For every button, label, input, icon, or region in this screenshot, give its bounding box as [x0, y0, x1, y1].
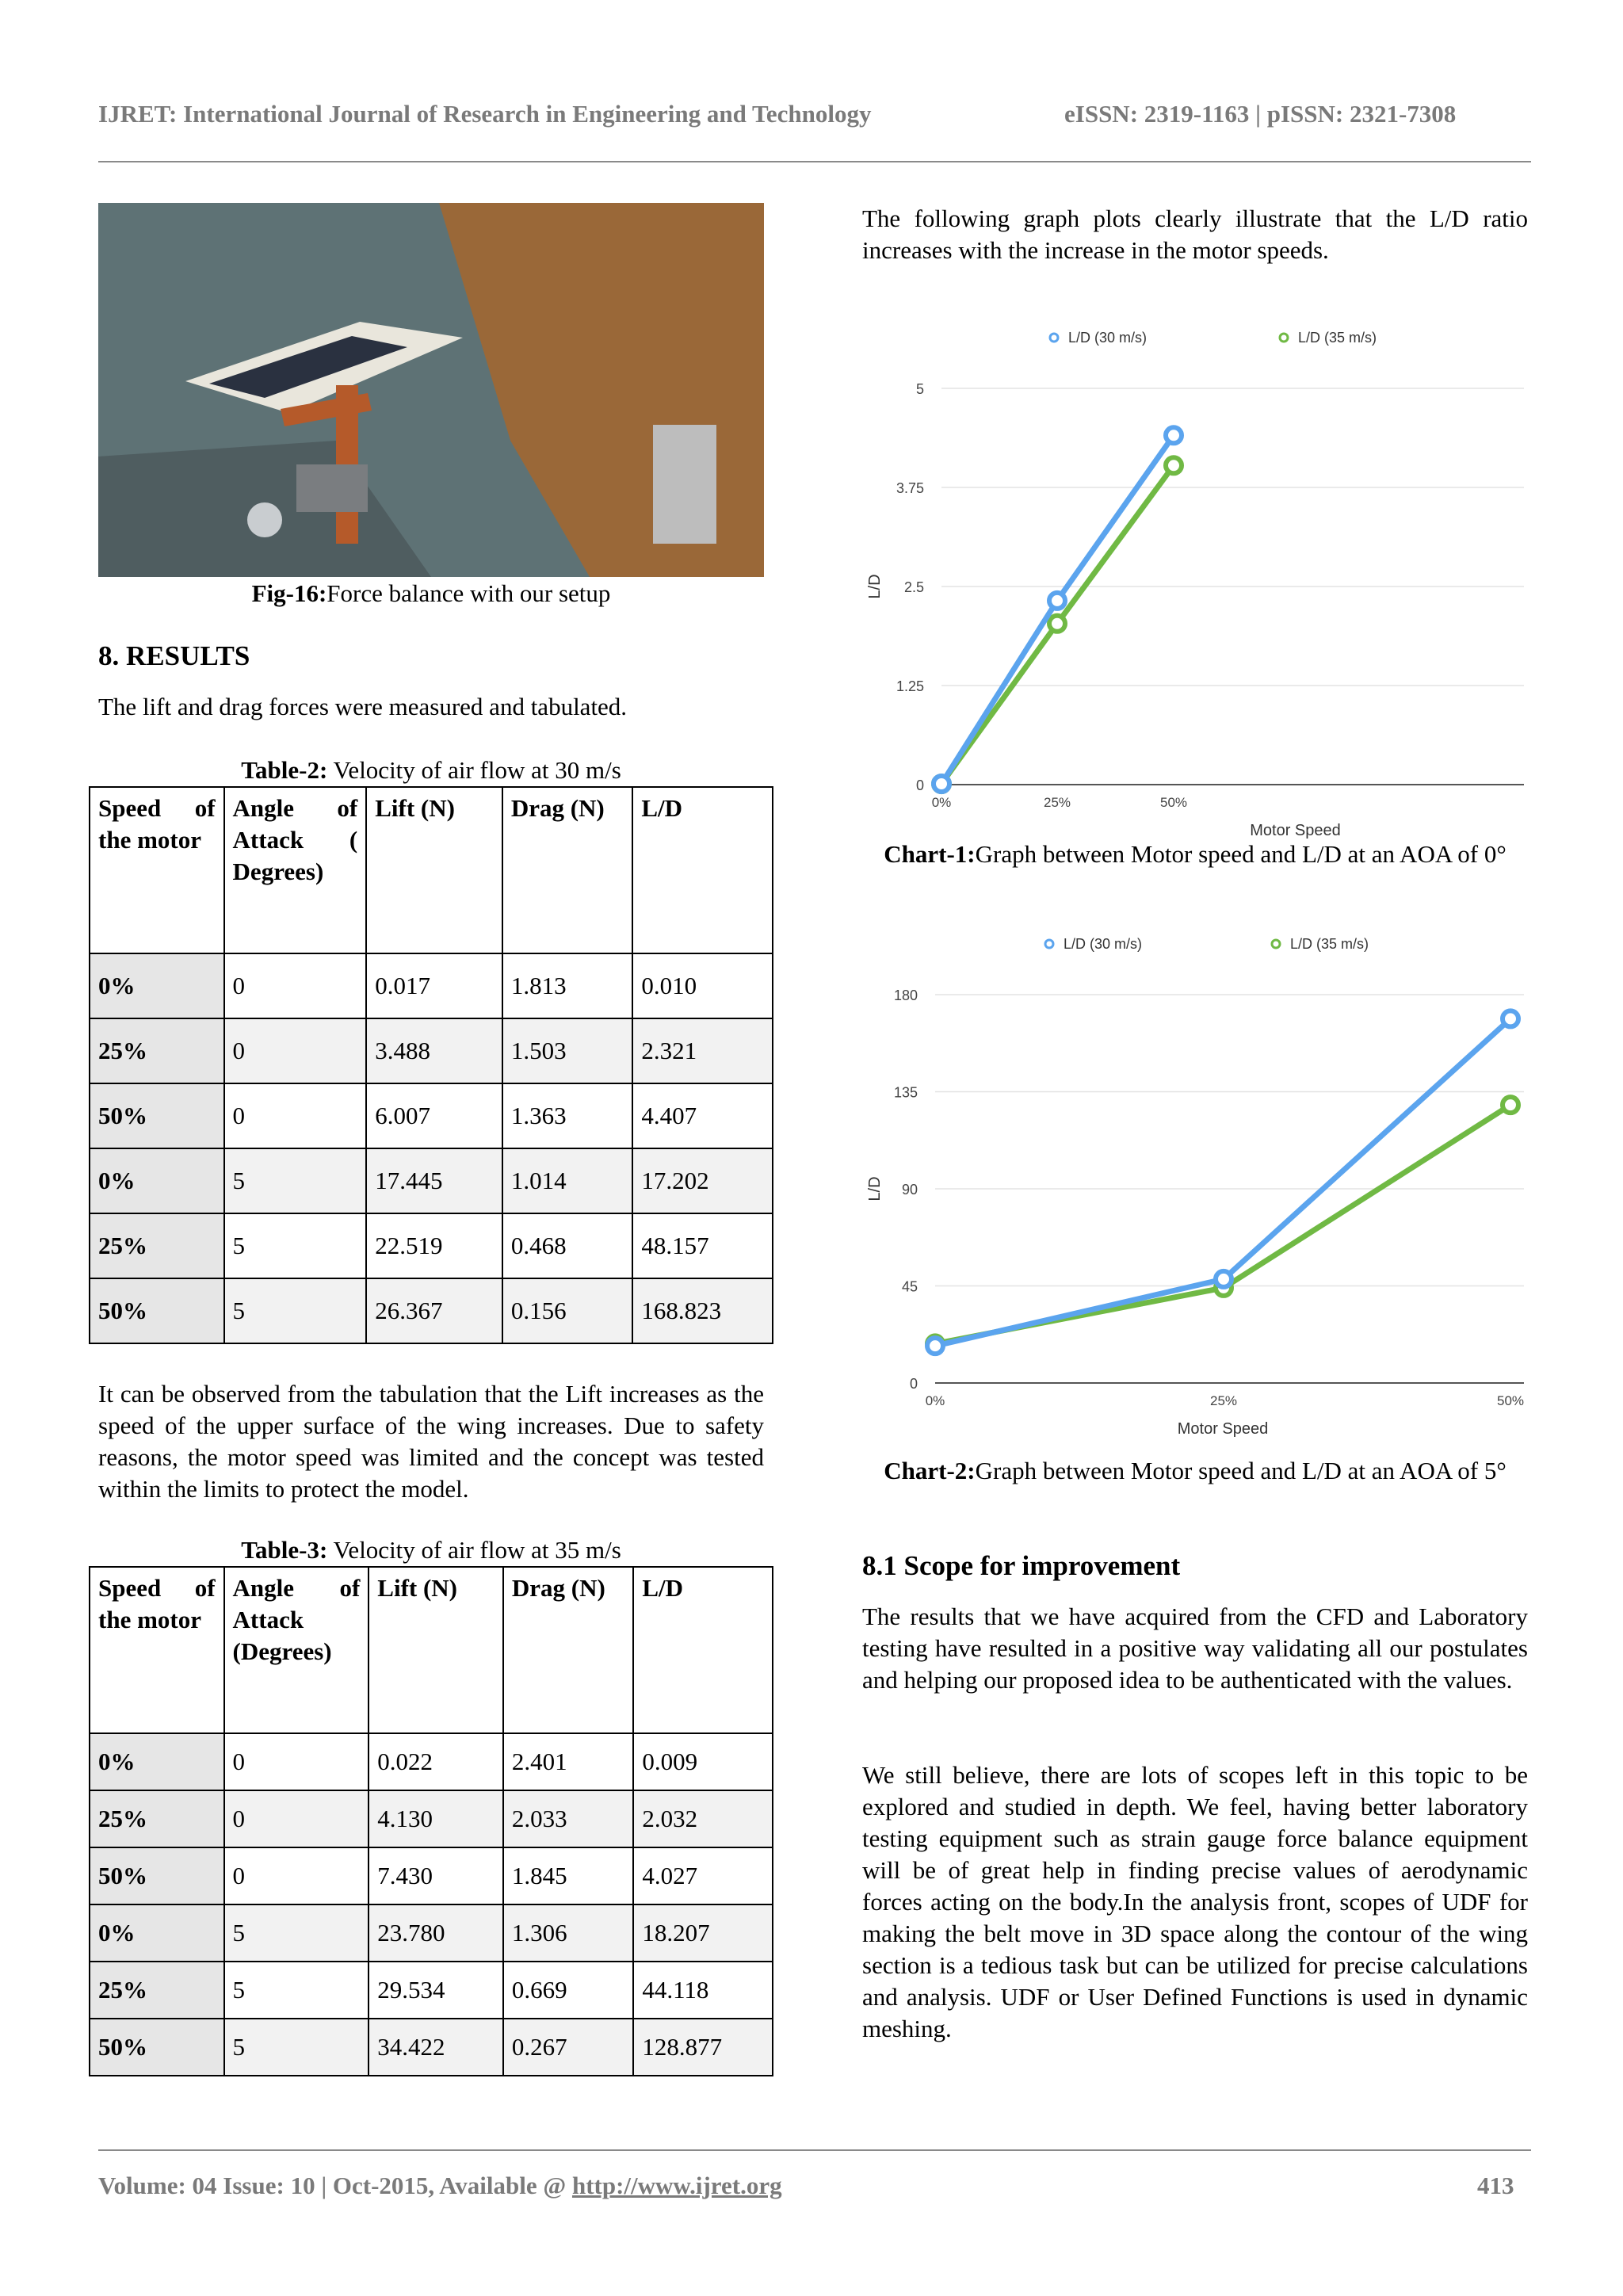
x-tick-label: 25%	[1043, 795, 1071, 810]
y-tick-label: 135	[893, 1084, 918, 1101]
table2-caption	[98, 755, 764, 786]
series-line	[935, 1105, 1510, 1343]
footer-rule	[98, 2149, 1531, 2151]
cell-angle: 0	[224, 1790, 369, 1847]
cell-ld: 2.032	[633, 1790, 773, 1847]
legend-label: L/D (35 m/s)	[1290, 936, 1369, 952]
y-tick-label: 0	[915, 777, 924, 793]
data-point	[1216, 1271, 1232, 1287]
cell-drag: 1.503	[502, 1018, 633, 1083]
table-header-row	[90, 787, 773, 953]
cell-lift: 6.007	[366, 1083, 502, 1148]
force-balance-photo	[98, 203, 764, 577]
table2	[89, 786, 773, 1344]
legend-marker	[1272, 940, 1280, 948]
right-intro: The following graph plots clearly illustrate that the L/D ratio increases with the increase in the motor speeds.	[862, 204, 1528, 264]
results-heading: 8. RESULTS	[98, 640, 250, 671]
chart2-caption-text: Graph between Motor speed and L/D at an AOA of 5°	[975, 1457, 1507, 1484]
table2-label: Table-2:	[241, 756, 328, 784]
x-tick-label: 50%	[1496, 1393, 1525, 1408]
cell-speed: 50%	[90, 2019, 224, 2076]
header-ld: L/D	[632, 787, 773, 953]
cell-speed: 50%	[90, 1847, 224, 1904]
cell-drag: 2.033	[503, 1790, 633, 1847]
table3-caption-text: Velocity of air flow at 35 m/s	[333, 1536, 621, 1564]
header-rule	[98, 161, 1531, 162]
cell-speed: 50%	[90, 1278, 224, 1343]
chart2-label: Chart-2:	[884, 1457, 976, 1484]
table-row	[90, 1962, 773, 2019]
cell-angle: 5	[224, 1278, 367, 1343]
table2-caption-text: Velocity of air flow at 30 m/s	[333, 756, 621, 784]
data-point	[927, 1338, 943, 1354]
cell-lift: 7.430	[369, 1847, 503, 1904]
cell-drag: 1.845	[503, 1847, 633, 1904]
chart-2	[862, 915, 1536, 1454]
cell-speed: 25%	[90, 1018, 224, 1083]
data-point	[934, 776, 949, 792]
y-tick-label: 3.75	[896, 480, 924, 496]
chart1-label: Chart-1:	[884, 840, 976, 868]
scope-para2: We still believe, there are lots of scopes left in this topic to be explored and studied in depth. We feel, having better laboratory testing equipment such as strain gauge force balance equipment will be of great help in finding precise values of aerodynamic forces acting on the body.In the analysis front, scopes of UDF for making the belt move in 3D space along the contour of the wing section is a tedious task but can be utilized for precise calculations and analysis. UDF or User Defined Functions is used in dynamic meshing.	[862, 1761, 1528, 2042]
legend-label: L/D (30 m/s)	[1064, 936, 1143, 952]
chart-1	[862, 309, 1536, 848]
cell-ld: 44.118	[633, 1962, 773, 2019]
y-axis-label: L/D	[866, 1176, 884, 1201]
cell-lift: 29.534	[369, 1962, 503, 2019]
header-speed: Speed of the motor	[90, 1567, 224, 1733]
results-intro: The lift and drag forces were measured and tabulated.	[98, 693, 628, 720]
cell-angle: 5	[224, 1962, 369, 2019]
fig16-label: Fig-16:	[251, 579, 327, 607]
cell-lift: 26.367	[366, 1278, 502, 1343]
data-point	[1503, 1010, 1518, 1026]
y-tick-label: 0	[909, 1376, 918, 1392]
y-tick-label: 180	[893, 988, 918, 1003]
cell-angle: 0	[224, 953, 367, 1018]
header-lift: Lift (N)	[366, 787, 502, 953]
table-row	[90, 1790, 773, 1847]
header-lift: Lift (N)	[369, 1567, 503, 1733]
x-tick-label: 25%	[1209, 1393, 1238, 1408]
cell-drag: 1.014	[502, 1148, 633, 1213]
cell-angle: 0	[224, 1018, 367, 1083]
photo-illustration	[98, 203, 764, 577]
header-speed: Speed of the motor	[90, 787, 224, 953]
cell-ld: 48.157	[632, 1213, 773, 1278]
cell-lift: 0.017	[366, 953, 502, 1018]
table-row	[90, 953, 773, 1018]
scope-heading: 8.1 Scope for improvement	[862, 1550, 1181, 1581]
data-point	[1049, 593, 1065, 609]
legend-marker	[1050, 334, 1058, 342]
cell-angle: 5	[224, 1213, 367, 1278]
x-tick-label: 0%	[925, 1393, 945, 1408]
journal-link[interactable]: http://www.ijret.org	[571, 2172, 782, 2199]
cell-drag: 0.468	[502, 1213, 633, 1278]
cell-ld: 2.321	[632, 1018, 773, 1083]
cell-angle: 5	[224, 2019, 369, 2076]
cell-speed: 0%	[90, 1733, 224, 1790]
y-tick-label: 1.25	[896, 678, 924, 694]
cell-lift: 0.022	[369, 1733, 503, 1790]
fig16-caption	[98, 578, 764, 609]
cell-angle: 5	[224, 1904, 369, 1962]
header-ld: L/D	[633, 1567, 773, 1733]
cell-drag: 0.267	[503, 2019, 633, 2076]
cell-speed: 0%	[90, 1904, 224, 1962]
y-axis-label: L/D	[866, 574, 884, 599]
legend-marker	[1280, 334, 1288, 342]
table3-caption	[98, 1534, 764, 1566]
cell-speed: 25%	[90, 1790, 224, 1847]
x-tick-label: 50%	[1159, 795, 1188, 810]
cell-lift: 3.488	[366, 1018, 502, 1083]
cell-lift: 34.422	[369, 2019, 503, 2076]
footer-volume	[98, 2172, 782, 2200]
header-angle: Angle of Attack (Degrees)	[224, 1567, 369, 1733]
table-row	[90, 1847, 773, 1904]
table-row	[90, 1083, 773, 1148]
cell-ld: 17.202	[632, 1148, 773, 1213]
data-point	[1503, 1097, 1518, 1113]
table-row	[90, 2019, 773, 2076]
y-tick-label: 45	[901, 1278, 918, 1295]
chart1-caption-text: Graph between Motor speed and L/D at an AOA of 0°	[975, 840, 1507, 868]
x-axis-label: Motor Speed	[1250, 822, 1341, 839]
footer-volume-text: Volume: 04 Issue: 10 | Oct-2015, Available @	[98, 2172, 572, 2199]
table-row	[90, 1278, 773, 1343]
table3-label: Table-3:	[241, 1536, 328, 1564]
header-angle: Angle of Attack ( Degrees)	[224, 787, 367, 953]
cell-lift: 4.130	[369, 1790, 503, 1847]
header-drag: Drag (N)	[502, 787, 633, 953]
cell-speed: 25%	[90, 1213, 224, 1278]
scope-para1: The results that we have acquired from the CFD and Laboratory testing have resulted in a positive way validating all our postulates and helping our proposed idea to be authenticated with the values.	[862, 1603, 1528, 1694]
cell-lift: 22.519	[366, 1213, 502, 1278]
table3	[89, 1566, 773, 2076]
data-point	[1049, 616, 1065, 632]
y-tick-label: 2.5	[903, 579, 924, 595]
cell-lift: 23.780	[369, 1904, 503, 1962]
issn-header: eISSN: 2319-1163 | pISSN: 2321-7308	[1064, 100, 1457, 128]
legend-label: L/D (35 m/s)	[1298, 330, 1377, 346]
table-row	[90, 1904, 773, 1962]
cell-angle: 0	[224, 1847, 369, 1904]
header-drag: Drag (N)	[503, 1567, 633, 1733]
cell-speed: 0%	[90, 1148, 224, 1213]
cell-ld: 128.877	[633, 2019, 773, 2076]
x-tick-label: 0%	[931, 795, 952, 810]
table-row	[90, 1213, 773, 1278]
cell-ld: 168.823	[632, 1278, 773, 1343]
table-row	[90, 1148, 773, 1213]
x-axis-label: Motor Speed	[1177, 1420, 1269, 1438]
results-observation: It can be observed from the tabulation that the Lift increases as the speed of the upper surface of the wing increases. Due to safety reasons, the motor speed was limited and the concept was tested within the limits to protect the model.	[98, 1380, 764, 1503]
cell-ld: 4.407	[632, 1083, 773, 1148]
cell-angle: 0	[224, 1733, 369, 1790]
cell-drag: 0.669	[503, 1962, 633, 2019]
cell-drag: 1.813	[502, 953, 633, 1018]
cell-drag: 2.401	[503, 1733, 633, 1790]
data-point	[1166, 427, 1182, 443]
cell-ld: 18.207	[633, 1904, 773, 1962]
cell-speed: 50%	[90, 1083, 224, 1148]
legend-label: L/D (30 m/s)	[1068, 330, 1148, 346]
chart1-caption	[862, 839, 1528, 870]
cell-drag: 0.156	[502, 1278, 633, 1343]
cell-speed: 25%	[90, 1962, 224, 2019]
cell-lift: 17.445	[366, 1148, 502, 1213]
cell-speed: 0%	[90, 953, 224, 1018]
y-tick-label: 90	[901, 1182, 918, 1198]
table-row	[90, 1733, 773, 1790]
chart2-caption	[862, 1455, 1528, 1487]
table-header-row	[90, 1567, 773, 1733]
fig16-caption-text: Force balance with our setup	[327, 579, 611, 607]
page-number: 413	[1477, 2172, 1514, 2199]
cell-drag: 1.363	[502, 1083, 633, 1148]
cell-angle: 5	[224, 1148, 367, 1213]
journal-header: IJRET: International Journal of Research in Engineering and Technology	[98, 100, 872, 128]
data-point	[1166, 457, 1182, 473]
table-row	[90, 1018, 773, 1083]
cell-angle: 0	[224, 1083, 367, 1148]
cell-drag: 1.306	[503, 1904, 633, 1962]
legend-marker	[1045, 940, 1053, 948]
cell-ld: 4.027	[633, 1847, 773, 1904]
cell-ld: 0.010	[632, 953, 773, 1018]
cell-ld: 0.009	[633, 1733, 773, 1790]
y-tick-label: 5	[915, 381, 924, 397]
